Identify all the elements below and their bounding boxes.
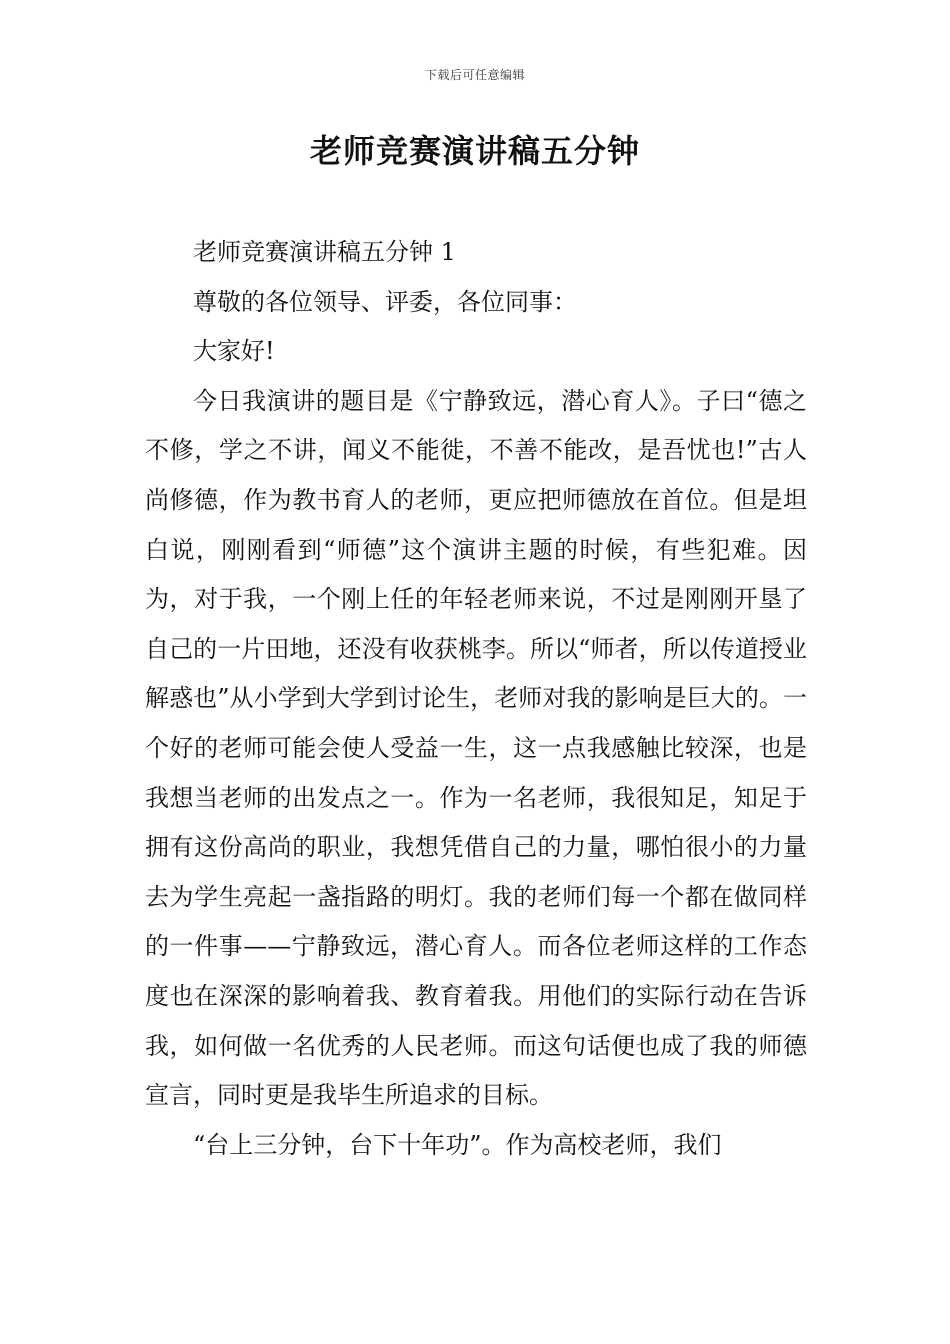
paragraph-salutation: 尊敬的各位领导、评委，各位同事： <box>193 287 577 316</box>
paragraph-main: 今日我演讲的题目是《宁静致远，潜心育人》。子曰“德之不修，学之不讲，闻义不能徙，不善不能改，是吾忧也!”古人尚修德，作为教书育人的老师，更应把师德放在首位。但是坦白说，刚刚看到“师德”这个演讲主题的时候，有些犯难。因为，对于我，一个刚上任的年轻老师来说，不过是刚刚开垦了自己的一片田地，还没有收获桃李。所以“师者，所以传道授业解惑也”从小学到大学到讨论生，老师对我的影响是巨大的。一个好的老师可能会使人受益一生，这一点我感触比较深，也是我想当老师的出发点之一。作为一名老师，我很知足，知足于拥有这份高尚的职业，我想凭借自己的力量，哪怕很小的力量去为学生亮起一盏指路的明灯。我的老师们每一个都在做同样的一件事——宁静致远，潜心育人。而各位老师这样的工作态度也在深深的影响着我、教育着我。用他们的实际行动在告诉我，如何做一名优秀的人民老师。而这句话便也成了我的师德宣言，同时更是我毕生所追求的目标。 <box>145 386 807 1110</box>
paragraph-greeting: 大家好! <box>193 337 275 366</box>
paragraph-next: “台上三分钟，台下十年功”。作为高校老师，我们 <box>193 1130 722 1159</box>
paragraph-subtitle: 老师竞赛演讲稿五分钟 1 <box>193 238 456 266</box>
document-body <box>145 228 807 1170</box>
page-header-note: 下载后可任意编辑 <box>424 68 525 82</box>
document-title: 老师竞赛演讲稿五分钟 <box>309 132 640 170</box>
